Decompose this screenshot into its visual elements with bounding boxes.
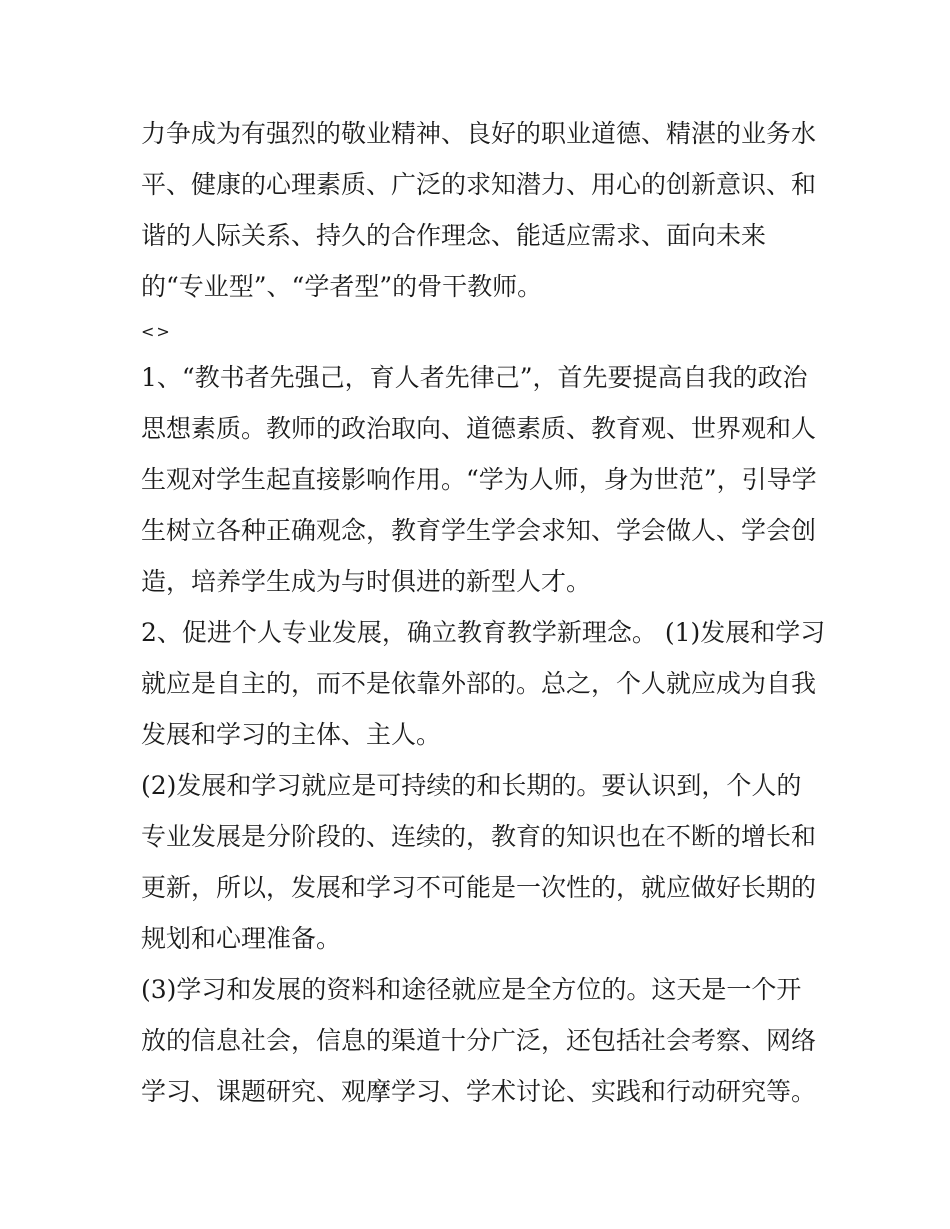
text-line: 更新，所以，发展和学习不可能是一次性的，就应做好长期的: [141, 873, 817, 902]
intro-paragraph: [141, 108, 831, 312]
item-1-paragraph: [141, 352, 831, 607]
text-line: 放的信息社会，信息的渠道十分广泛，还包括社会考察、网络: [141, 1026, 817, 1055]
text-line: 发展和学习的主体、主人。: [141, 720, 442, 749]
text-line: 1、“教书者先强己，育人者先律己”，首先要提高自我的政治: [141, 363, 808, 392]
text-line: 生观对学生起直接影响作用。“学为人师，身为世范”，引导学: [141, 465, 817, 494]
text-line: (2)发展和学习就应是可持续的和长期的。要认识到，个人的: [141, 771, 802, 800]
text-line: 学习、课题研究、观摩学习、学术讨论、实践和行动研究等。: [141, 1077, 817, 1106]
text-line: 生树立各种正确观念，教育学生学会求知、学会做人、学会创: [141, 516, 817, 545]
text-line: 谐的人际关系、持久的合作理念、能适应需求、面向未来: [141, 221, 767, 250]
sub-item-3-paragraph: [141, 964, 831, 1117]
text-line: 规划和心理准备。: [141, 924, 342, 953]
text-line: 专业发展是分阶段的、连续的，教育的知识也在不断的增长和: [141, 822, 817, 851]
text-line: (3)学习和发展的资料和途径就应是全方位的。这天是一个开: [141, 975, 802, 1004]
sub-item-2-paragraph: [141, 760, 831, 964]
text-line: 力争成为有强烈的敬业精神、良好的职业道德、精湛的业务水: [141, 119, 817, 148]
text-line: 造，培养学生成为与时俱进的新型人才。: [141, 567, 592, 596]
text-line: 平、健康的心理素质、广泛的求知潜力、用心的创新意识、和: [141, 170, 817, 199]
text-line: 的“专业型”、“学者型”的骨干教师。: [141, 272, 543, 301]
text-line: 思想素质。教师的政治取向、道德素质、教育观、世界观和人: [141, 414, 817, 443]
text-line: 就应是自主的，而不是依靠外部的。总之，个人就应成为自我: [141, 669, 817, 698]
section-marker: <>: [141, 322, 172, 341]
item-2-paragraph: [141, 607, 831, 760]
document-body: [141, 108, 831, 1117]
text-line: 2、促进个人专业发展，确立教育教学新理念。 (1)发展和学习: [141, 618, 826, 647]
